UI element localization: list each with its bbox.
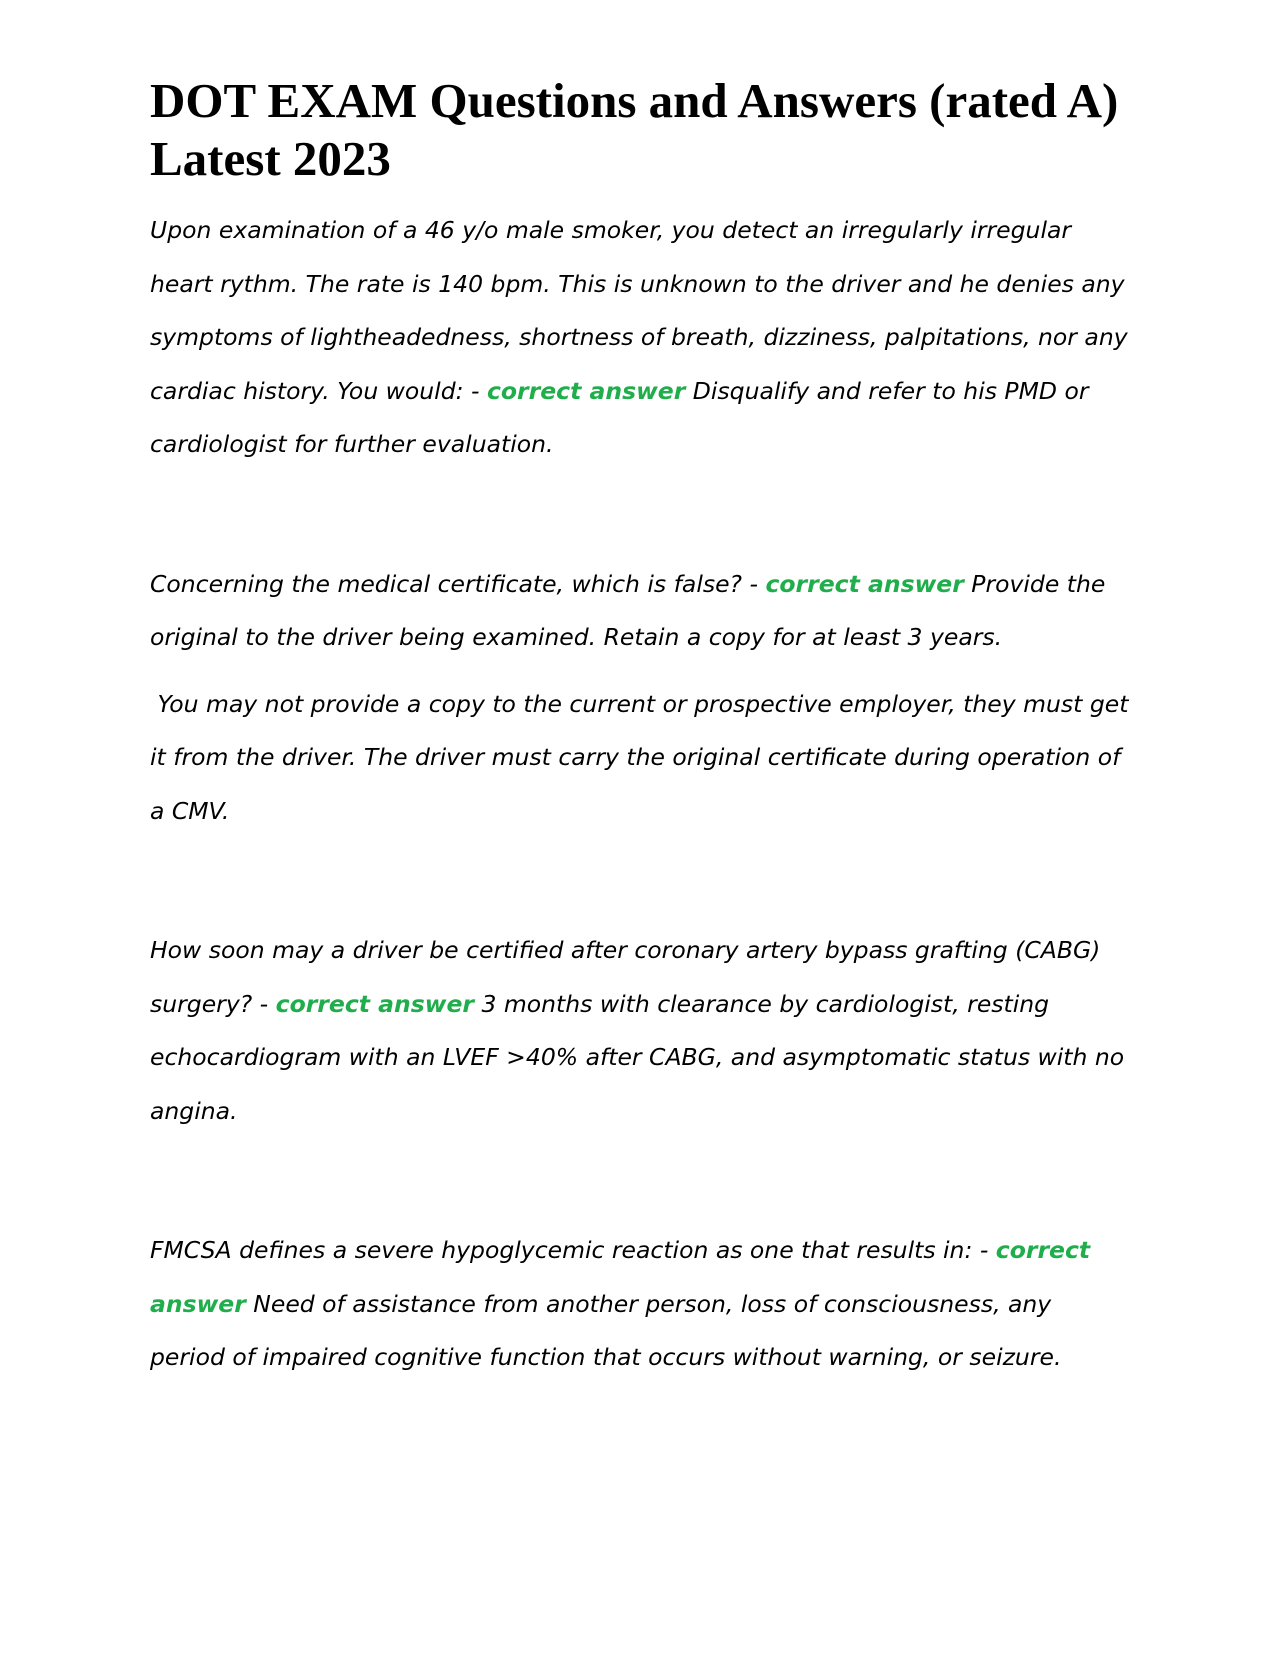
- document-title: DOT EXAM Questions and Answers (rated A) Latest 2023: [150, 73, 1119, 186]
- answer-text: 3 months with clearance by cardiologist, resting echocardiogram with an LVEF >40% after CABG, and asymptomatic status with no angina.: [150, 989, 1125, 1125]
- answer-continuation: You may not provide a copy to the current or prospective employer, they must get it from the driver. The driver must carry the original certificate during operation of a CMV.: [150, 689, 1136, 825]
- spacer: [150, 472, 1130, 558]
- question-text: How soon may a driver be certified after coronary artery bypass grafting (CABG) surgery? -: [150, 936, 1101, 1018]
- question-text: Concerning the medical certificate, which is false? -: [150, 569, 766, 598]
- correct-answer-tag: correct answer: [765, 569, 964, 598]
- correct-answer-tag: correct answer: [150, 1236, 1091, 1318]
- qa-item: [150, 204, 1130, 472]
- spacer: [150, 665, 1130, 678]
- question-text: Upon examination of a 46 y/o male smoker, you detect an irregularly irregular heart rythm. The rate is 140 bpm. This is unknown to the driver and he denies any symptoms of lightheadedness, shortness of breath, dizziness, palpitations, nor any cardiac history. You would: -: [150, 216, 1128, 405]
- spacer: [150, 1138, 1130, 1224]
- answer-text: Disqualify and refer to his PMD or cardiologist for further evaluation.: [150, 376, 1089, 458]
- spacer: [150, 838, 1130, 924]
- correct-answer-tag: correct answer: [275, 989, 474, 1018]
- qa-item: [150, 924, 1130, 1138]
- document-page: [150, 72, 1136, 1385]
- correct-answer-tag: correct answer: [486, 376, 686, 405]
- question-text: FMCSA defines a severe hypoglycemic reaction as one that results in: -: [150, 1236, 996, 1264]
- answer-text: Need of assistance from another person, loss of consciousness, any period of impaired cognitive function that occurs without warning, or seizure.: [150, 1289, 1062, 1371]
- qa-item: [150, 558, 1130, 665]
- qa-item: [150, 1224, 1130, 1385]
- answer-text: Provide the original to the driver being examined. Retain a copy for at least 3 years.: [150, 569, 1106, 651]
